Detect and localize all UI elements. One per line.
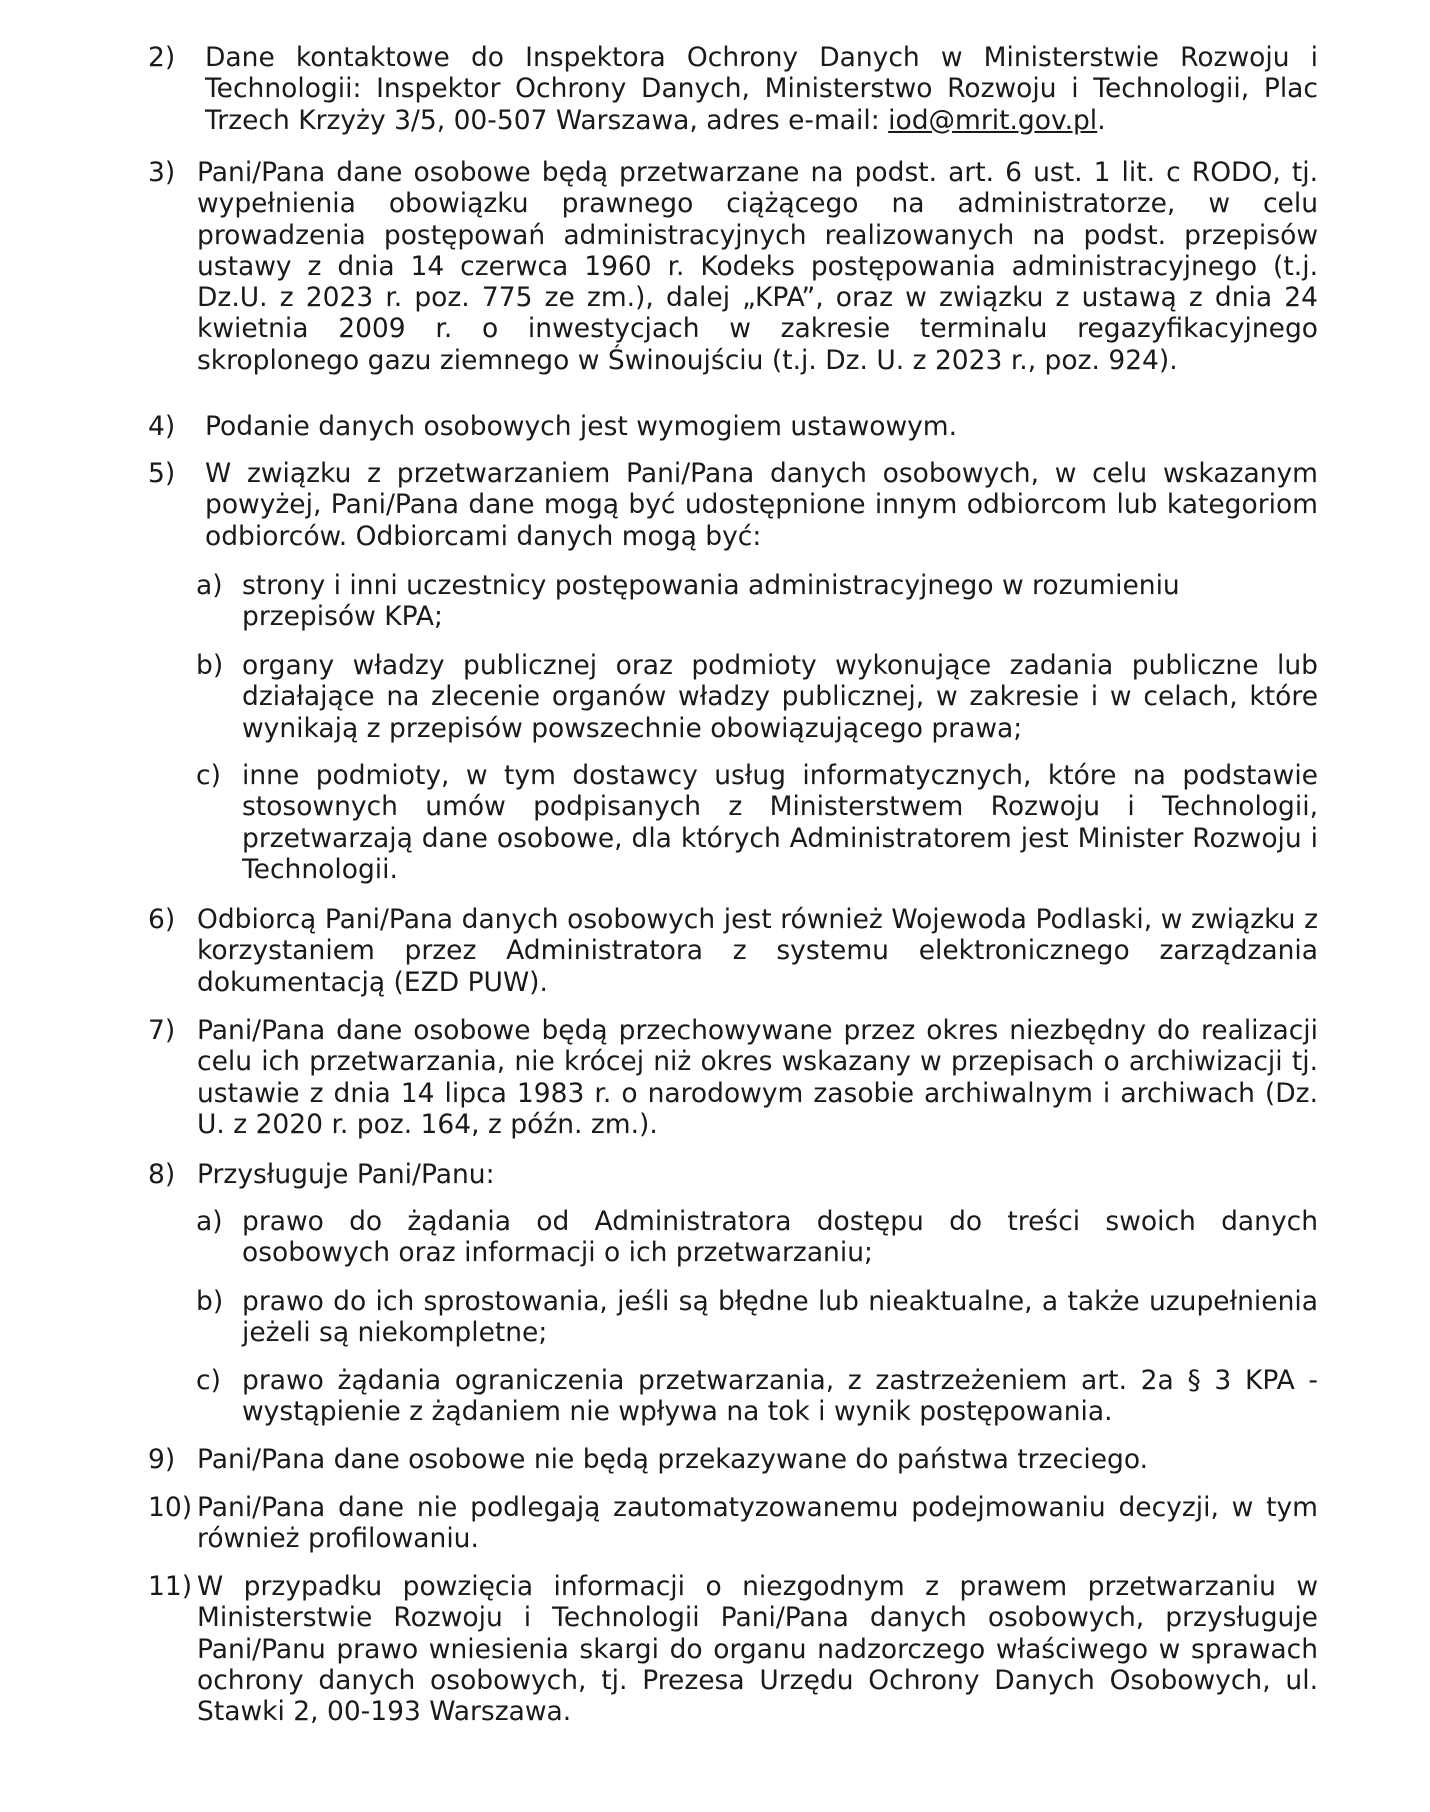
item-number: 4) bbox=[148, 411, 176, 442]
item-text bbox=[205, 42, 1318, 136]
item-number: 2) bbox=[148, 42, 176, 73]
item-text: Podanie danych osobowych jest wymogiem ustawowym. bbox=[205, 411, 958, 442]
sub-item-text: prawo do ich sprostowania, jeśli są błędne lub nieaktualne, a także uzupełnienia jeżeli są niekompletne; bbox=[242, 1286, 1318, 1349]
list-item-7 bbox=[148, 1015, 1318, 1140]
sub-item-8b bbox=[196, 1286, 1318, 1349]
list-item-3 bbox=[148, 157, 1318, 376]
list-item-10 bbox=[148, 1492, 1318, 1555]
item-number: 8) bbox=[148, 1159, 176, 1190]
item-text: Pani/Pana dane osobowe nie będą przekazywane do państwa trzeciego. bbox=[197, 1444, 1148, 1475]
item-number: 10) bbox=[148, 1492, 193, 1523]
item-text: W związku z przetwarzaniem Pani/Pana danych osobowych, w celu wskazanym powyżej, Pani/Pana dane mogą być udostępnione innym odbiorcom lub kategoriom odbiorców. Odbiorcami danych mogą być: bbox=[205, 458, 1318, 552]
sub-item-letter: a) bbox=[196, 570, 223, 601]
sub-item-letter: b) bbox=[196, 1286, 224, 1317]
item-number: 3) bbox=[148, 157, 176, 188]
item-text: Pani/Pana dane osobowe będą przechowywane przez okres niezbędny do realizacji celu ich przetwarzania, nie krócej niż okres wskazany w przepisach o archiwizacji tj. ustawie z dnia 14 lipca 1983 r. o narodowym zasobie archiwalnym i archiwach (Dz. U. z 2020 r. poz. 164, z późn. zm.). bbox=[197, 1015, 1318, 1140]
item-text: Odbiorcą Pani/Pana danych osobowych jest również Wojewoda Podlaski, w związku z korzystaniem przez Administratora z systemu elektronicznego zarządzania dokumentacją (EZD PUW). bbox=[197, 904, 1318, 998]
sub-item-text: organy władzy publicznej oraz podmioty wykonujące zadania publiczne lub działające na zlecenie organów władzy publicznej, w zakresie i w celach, które wynikają z przepisów powszechnie obowiązującego prawa; bbox=[242, 650, 1318, 744]
item-text: Przysługuje Pani/Panu: bbox=[197, 1159, 495, 1190]
item-number: 7) bbox=[148, 1015, 176, 1046]
sub-item-5c bbox=[196, 760, 1318, 885]
item-number: 6) bbox=[148, 904, 176, 935]
email-link[interactable]: iod@mrit.gov.pl bbox=[888, 104, 1098, 136]
sub-item-8a bbox=[196, 1206, 1318, 1269]
sub-item-5a bbox=[196, 570, 1318, 633]
list-item-11 bbox=[148, 1571, 1318, 1727]
sub-item-text: strony i inni uczestnicy postępowania administracyjnego w rozumieniu przepisów KPA; bbox=[242, 570, 1180, 633]
item-number: 5) bbox=[148, 458, 176, 489]
sub-item-text: prawo żądania ograniczenia przetwarzania, z zastrzeżeniem art. 2a § 3 KPA - wystąpienie z żądaniem nie wpływa na tok i wynik postępowania. bbox=[242, 1365, 1318, 1428]
sub-item-text: prawo do żądania od Administratora dostępu do treści swoich danych osobowych oraz informacji o ich przetwarzaniu; bbox=[242, 1206, 1318, 1269]
list-item-5 bbox=[148, 458, 1318, 552]
item-text-part: Dane kontaktowe do Inspektora Ochrony Danych w Ministerstwie Rozwoju i Technologii: Inspektor Ochrony Danych, Ministerstwo Rozwoju i Technologii, Plac Trzech Krzyży 3/5, 00-507 Warszawa, adres e-mail: bbox=[205, 42, 1318, 136]
sub-item-letter: b) bbox=[196, 650, 224, 681]
list-item-9 bbox=[148, 1444, 1318, 1475]
item-text: Pani/Pana dane osobowe będą przetwarzane na podst. art. 6 ust. 1 lit. c RODO, tj. wypełnienia obowiązku prawnego ciążącego na administratorze, w celu prowadzenia postępowań administracyjnych realizowanych na podst. przepisów ustawy z dnia 14 czerwca 1960 r. Kodeks postępowania administracyjnego (t.j. Dz.U. z 2023 r. poz. 775 ze zm.), dalej „KPA”, oraz w związku z ustawą z dnia 24 kwietnia 2009 r. o inwestycjach w zakresie terminalu regazyfikacyjnego skroplonego gazu ziemnego w Świnoujściu (t.j. Dz. U. z 2023 r., poz. 924). bbox=[197, 157, 1318, 376]
sub-item-text: inne podmioty, w tym dostawcy usług informatycznych, które na podstawie stosownych umów podpisanych z Ministerstwem Rozwoju i Technologii, przetwarzają dane osobowe, dla których Administratorem jest Minister Rozwoju i Technologii. bbox=[242, 760, 1318, 885]
sub-item-letter: c) bbox=[196, 1365, 221, 1396]
sub-item-letter: a) bbox=[196, 1206, 223, 1237]
item-text: W przypadku powzięcia informacji o niezgodnym z prawem przetwarzaniu w Ministerstwie Rozwoju i Technologii Pani/Pana danych osobowych, przysługuje Pani/Panu prawo wniesienia skargi do organu nadzorczego właściwego w sprawach ochrony danych osobowych, tj. Prezesa Urzędu Ochrony Danych Osobowych, ul. Stawki 2, 00-193 Warszawa. bbox=[197, 1571, 1318, 1728]
item-text-end: . bbox=[1097, 104, 1106, 136]
list-item-8 bbox=[148, 1159, 1318, 1190]
sub-item-8c bbox=[196, 1365, 1318, 1428]
item-number: 11) bbox=[148, 1571, 193, 1602]
sub-item-5b bbox=[196, 650, 1318, 744]
list-item-4 bbox=[148, 411, 1318, 442]
sub-item-letter: c) bbox=[196, 760, 221, 791]
list-item-6 bbox=[148, 904, 1318, 998]
item-number: 9) bbox=[148, 1444, 176, 1475]
item-text: Pani/Pana dane nie podlegają zautomatyzowanemu podejmowaniu decyzji, w tym również profilowaniu. bbox=[197, 1492, 1318, 1555]
list-item-2 bbox=[148, 42, 1318, 136]
